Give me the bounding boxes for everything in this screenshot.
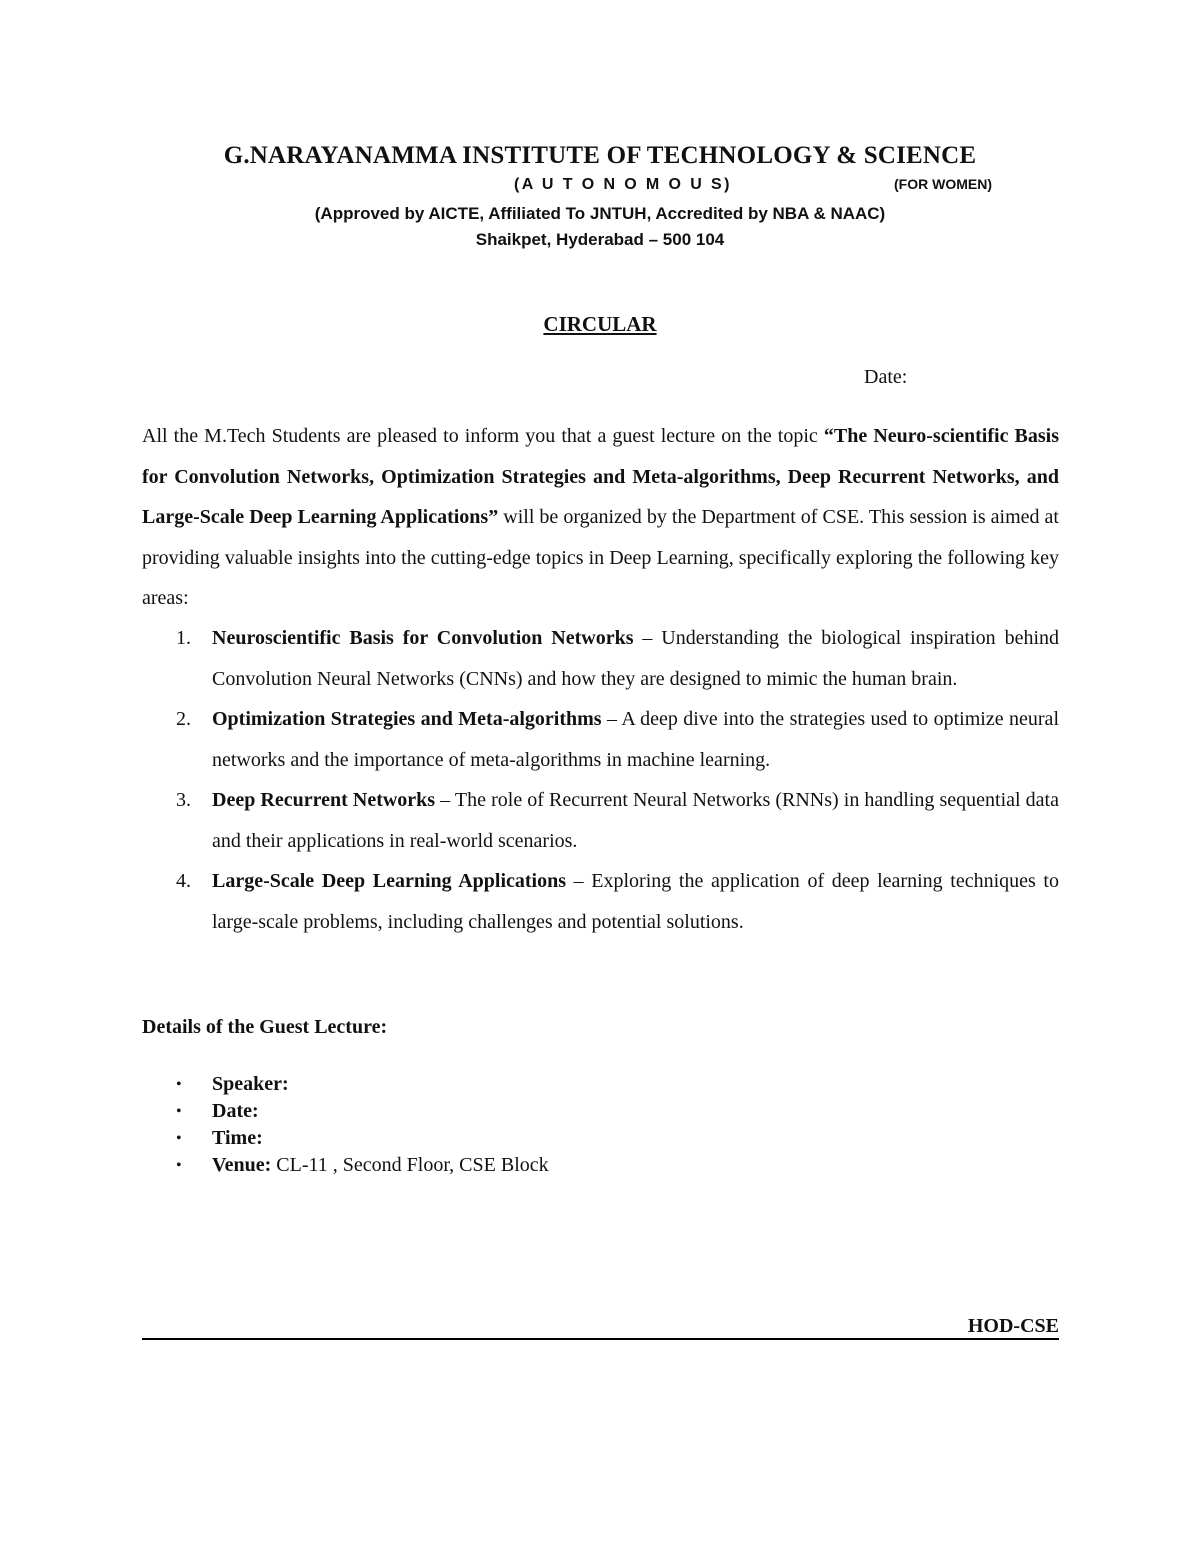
item-title: Neuroscientific Basis for Convolution Networks (212, 627, 634, 649)
detail-label: Date: (212, 1100, 259, 1122)
list-item (142, 699, 1059, 780)
list-item (142, 861, 1059, 942)
bullet-icon: • (176, 1157, 182, 1174)
lecture-topic: “The Neuro-scientific Basis for Convolution Networks, Optimization Strategies and Meta-algorithms, Deep Recurrent Networks, and Large-Scale Deep Learning Applications” (142, 425, 1060, 528)
hod-signature: HOD-CSE (967, 1315, 1059, 1337)
bullet-icon: • (176, 1103, 182, 1120)
institute-name: G.NARAYANAMMA INSTITUTE OF TECHNOLOGY & SCIENCE (223, 142, 977, 169)
detail-date (142, 1098, 549, 1125)
detail-time (142, 1125, 549, 1152)
item-title: Deep Recurrent Networks (212, 789, 436, 811)
item-title: Optimization Strategies and Meta-algorithms (212, 708, 602, 730)
signature-line (142, 1338, 1059, 1340)
intro-paragraph (142, 416, 1059, 619)
approval-line: (Approved by AICTE, Affiliated To JNTUH, Accredited by NBA & NAAC) (314, 204, 886, 223)
date-label: Date: (864, 366, 908, 388)
item-description: – The role of Recurrent Neural Networks (RNNs) in handling sequential data and their applications in real-world scenarios. (212, 789, 1059, 852)
item-number: 4. (176, 870, 191, 892)
detail-value: CL-11 , Second Floor, CSE Block (271, 1154, 549, 1176)
item-number: 2. (176, 708, 191, 730)
details-heading: Details of the Guest Lecture: (142, 1016, 388, 1038)
list-item (142, 618, 1059, 699)
bullet-icon: • (176, 1076, 182, 1093)
institute-address: Shaikpet, Hyderabad – 500 104 (475, 230, 725, 249)
for-women-label: (FOR WOMEN) (894, 176, 992, 192)
detail-venue (142, 1152, 549, 1179)
intro-text: All the M.Tech Students are pleased to inform you that a guest lecture on the topic (142, 425, 824, 447)
detail-label: Speaker: (212, 1073, 289, 1095)
autonomous-label: (A U T O N O M O U S) (514, 176, 732, 193)
detail-label: Time: (212, 1127, 263, 1149)
item-number: 3. (176, 789, 191, 811)
detail-speaker (142, 1071, 549, 1098)
item-description: – A deep dive into the strategies used to optimize neural networks and the importance of meta-algorithms in machine learning. (212, 708, 1059, 771)
key-areas-list (142, 618, 1059, 942)
item-number: 1. (176, 627, 191, 649)
detail-label: Venue: (212, 1154, 272, 1176)
item-description: – Exploring the application of deep learning techniques to large-scale problems, including challenges and potential solutions. (212, 870, 1059, 933)
item-description: – Understanding the biological inspiration behind Convolution Neural Networks (CNNs) and how they are designed to mimic the human brain. (212, 627, 1060, 690)
bullet-icon: • (176, 1130, 182, 1147)
intro-rest: will be organized by the Department of CSE. This session is aimed at providing valuable insights into the cutting-edge topics in Deep Learning, specifically exploring the following key areas: (142, 506, 1059, 609)
details-list (142, 1071, 549, 1179)
list-item (142, 780, 1059, 861)
circular-title: CIRCULAR (543, 312, 657, 336)
item-title: Large-Scale Deep Learning Applications (212, 870, 566, 892)
